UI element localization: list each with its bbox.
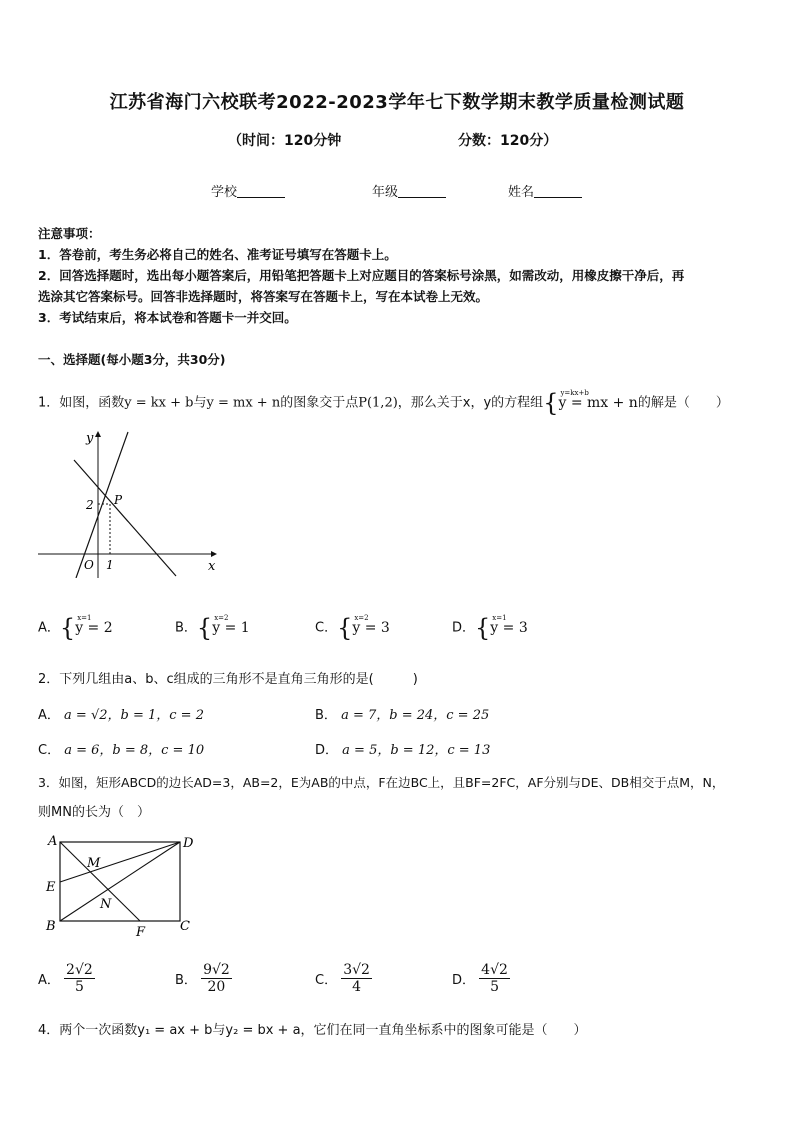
q1-point: P(1,2) [358,395,398,411]
q1-option-d[interactable]: D．{ x=1 y = 3 [452,614,528,642]
segment-de [60,842,180,882]
tick-2: 2 [86,498,94,512]
question-3-stem: 3．如图，矩形ABCD的边长AD=3，AB=2，E为AB的中点，F在边BC上，且BF=2FC，AF分别与DE、DB相交于点M，N， [38,775,725,790]
q1-f2: y = mx + n [206,395,281,411]
notice-item-2-cont: 选涂其它答案标号。回答非选择题时，将答案写在答题卡上，写在本试卷上无效。 [38,289,489,304]
question-4-stem: 4．两个一次函数y₁ = ax + b与y₂ = bx + a，它们在同一直角坐标系中的图象可能是（ ） [38,1023,587,1038]
label-f: F [136,925,146,940]
school-label: 学校 [211,185,238,200]
grade-label: 年级 [372,185,399,200]
q2-option-b[interactable]: B． a = 7，b = 24，c = 25 [315,708,490,723]
notice-heading: 注意事项： [38,226,101,241]
exam-score: 分数：120分） [458,133,558,149]
q2-option-a[interactable]: A． a = √2，b = 1，c = 2 [38,708,204,723]
label-d: D [183,836,194,851]
label-a: A [48,834,58,849]
point-p-label: P [114,493,123,507]
q3-option-d[interactable]: D． $\frac{4√2}{5}$ [452,962,508,995]
segment-db [60,842,180,921]
label-c: C [180,919,190,934]
q3-option-c[interactable]: C． $\frac{3√2}{4}$ [315,962,370,995]
notice-item-1: 1．答卷前，考生务必将自己的姓名、准考证号填写在答题卡上。 [38,247,397,262]
label-m: M [87,856,101,871]
grade-blank [398,185,446,198]
notice-item-2: 2．回答选择题时，选出每小题答案后，用铅笔把答题卡上对应题目的答案标号涂黑，如需改动，用橡皮擦干净后，再 [38,268,685,283]
name-label: 姓名 [508,185,535,200]
exam-time: （时间：120分钟 [228,133,342,149]
question-3-stem-cont: 则MN的长为（ ） [38,805,150,820]
q1-option-b[interactable]: B．{ x=2 y = 1 [175,614,250,642]
y-axis-label: y [86,431,94,446]
section-heading: 一、选择题(每小题3分，共30分) [38,352,226,367]
q3-option-b[interactable]: B． $\frac{9√2}{20}$ [175,962,230,995]
school-blank [237,185,285,198]
label-b: B [46,919,56,934]
name-field [508,181,582,200]
notice-item-3: 3．考试结束后，将本试卷和答题卡一并交回。 [38,310,297,325]
q3-option-a[interactable]: A． $\frac{2√2}{5}$ [38,962,93,995]
x-axis-label: x [208,559,216,574]
origin-label: O [84,558,94,572]
question-2-stem: 2．下列几组由a、b、c组成的三角形不是直角三角形的是( ) [38,672,418,687]
q3-rectangle-figure [40,830,210,940]
question-1-stem: 1．如图，函数y = kx + b与y = mx + n的图象交于点P(1,2)，那么关于x，y的方程组{ y=kx+b y = mx + n的解是（ ） [38,389,729,417]
exam-title: 江苏省海门六校联考2022-2023学年七下数学期末教学质量检测试题 [109,92,685,113]
q2-option-d[interactable]: D． a = 5，b = 12，c = 13 [315,743,491,758]
tick-1: 1 [106,558,114,572]
q2-option-c[interactable]: C． a = 6，b = 8，c = 10 [38,743,205,758]
name-blank [534,185,582,198]
q1-graph [36,428,226,578]
label-n: N [100,897,112,912]
q1-option-a[interactable]: A．{ x=1 y = 2 [38,614,113,642]
school-field [211,181,285,200]
grade-field [372,181,446,200]
label-e: E [46,880,56,895]
q1-option-c[interactable]: C．{ x=2 y = 3 [315,614,390,642]
q1-system: y=kx+b y = mx + n [558,389,638,411]
q1-f1: y = kx + b [124,395,194,411]
